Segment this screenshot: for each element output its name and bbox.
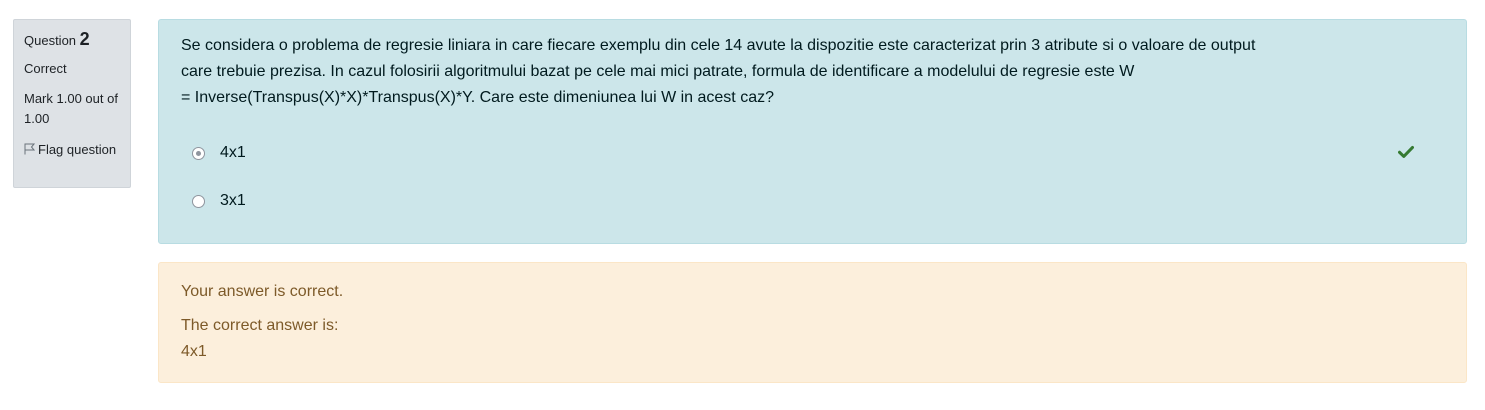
radio-button-b[interactable]: [192, 195, 205, 208]
right-answer-value: 4x1: [181, 343, 207, 360]
question-text: Se considera o problema de regresie liniara in care fiecare exemplu din cele 14 avute la dispozitie este caracterizat prin 3 atribute si o valoare de output care trebuie prezisa. In cazul folosirii algoritmului bazat pe cele mai mici patrate, formula de identificare a modelului de regresie este W = Inverse(Transpus(X)*X)*Transpus(X)*Y. Care este dimeniunea lui W in acest caz?: [181, 37, 1256, 106]
radio-button-a[interactable]: [192, 147, 205, 160]
question-state: Correct: [24, 61, 67, 76]
feedback-panel: [158, 262, 1467, 383]
question-number-value: 2: [79, 29, 90, 49]
general-feedback: Your answer is correct.: [181, 283, 344, 300]
flag-icon: [24, 143, 35, 155]
question-label: Question: [24, 33, 77, 48]
question-formulation: [158, 19, 1467, 244]
right-answer-label: The correct answer is:: [181, 317, 339, 334]
answer-option-label: 3x1: [220, 192, 246, 209]
answer-option-label: 4x1: [220, 144, 246, 161]
question-grade: Mark 1.00 out of 1.00: [24, 91, 118, 126]
flag-question-link[interactable]: [24, 140, 120, 160]
question-info-panel: [13, 19, 131, 188]
question-number: [24, 30, 120, 50]
answer-options: [181, 129, 1444, 225]
flag-question-label: Flag question: [38, 142, 117, 157]
answer-option-a[interactable]: [181, 129, 1444, 177]
correct-check-icon: [1398, 145, 1414, 158]
answer-option-b[interactable]: [181, 177, 1444, 225]
